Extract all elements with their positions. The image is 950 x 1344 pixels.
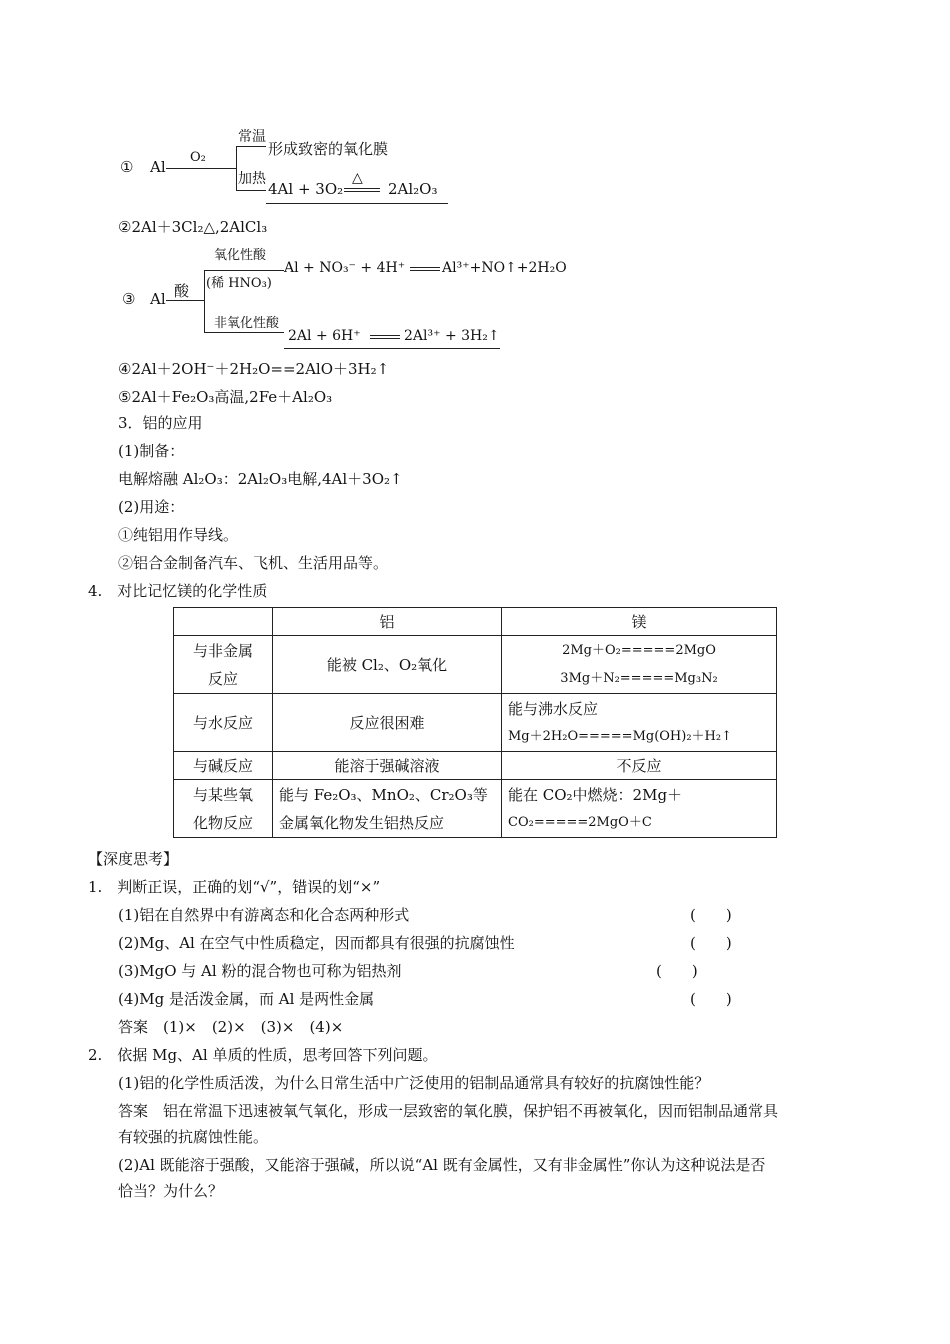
diagram3-arrow-line [166,300,204,301]
row4-label-a: 与某些氧 [192,785,253,804]
section-3-prep-title: (1)制备： [118,442,185,460]
q2-sub-1: (1)铝的化学性质活泼，为什么日常生活中广泛使用的铝制品通常具有较好的抗腐蚀性能？ [118,1074,710,1092]
think-title: 【深度思考】 [88,850,179,868]
section-3-use-2: ②铝合金制备汽车、飞机、生活用品等。 [118,554,389,572]
diagram1-eq-bar1 [344,188,380,189]
q2-sub-2b: 恰当？为什么？ [118,1182,224,1200]
diagram1-eq-left: 4Al + 3O₂ [268,180,344,198]
diagram3-eq-bottom-right: 2Al³⁺ + 3H₂↑ [404,328,500,344]
section-3-title: 3．铝的应用 [118,414,203,432]
row2-al: 反应很困难 [273,694,502,752]
diagram1-arrow-line [166,168,236,169]
q1-blank-2: ( ) [690,934,732,952]
diagram3-reagent: 酸 [174,282,190,300]
diagram3-eq-top-left: Al + NO₃⁻ + 4H⁺ [284,260,406,276]
diagram3-branch-bottom [204,332,284,333]
section-3-use-title: (2)用途： [118,498,185,516]
row4-mg-a: 能在 CO₂中燃烧：2Mg＋ [508,785,683,804]
row2-label: 与水反应 [174,694,273,752]
row1-label-b: 反应 [207,669,238,688]
diagram3-underline [284,348,500,349]
diagram1-eq-symbol: △ [352,170,363,186]
section-4-title: 4. 对比记忆镁的化学性质 [88,582,268,600]
section-3-prep-text: 电解熔融 Al₂O₃：2Al₂O₃电解,4Al＋3O₂↑ [118,470,403,488]
row1-mg-a: 2Mg＋O₂=====2MgO [562,642,716,658]
al-acid-diagram [118,244,588,354]
diagram1-eq-right: 2Al₂O₃ [388,180,438,198]
q1-item-2: (2)Mg、Al 在空气中性质稳定，因而都具有很强的抗腐蚀性 [118,934,515,952]
question-1-title: 1. 判断正误，正确的划“√”，错误的划“×” [88,878,381,896]
diagram3-eq-bottom-left: 2Al + 6H⁺ [288,328,361,344]
row1-mg-b: 3Mg＋N₂=====Mg₃N₂ [560,670,718,686]
q1-blank-3: ( ) [656,962,698,980]
row4-mg [502,780,777,838]
diagram1-reagent: O₂ [190,150,206,165]
diagram1-metal: Al [150,158,166,176]
row3-al: 能溶于强碱溶液 [273,752,502,780]
q1-item-4: (4)Mg 是活泼金属，而 Al 是两性金属 [118,990,375,1008]
diagram3-branch [204,270,205,332]
diagram3-eq-top-bar2 [410,270,440,271]
diagram1-branch [236,146,237,190]
diagram1-result-top: 形成致密的氧化膜 [268,140,389,158]
row4-al [273,780,502,838]
diagram1-cond-bottom: 加热 [238,171,266,187]
diagram3-index: ③ [122,290,136,308]
row4-mg-b: CO₂=====2MgO＋C [508,814,652,830]
comparison-table [173,607,777,838]
row3-label: 与碱反应 [174,752,273,780]
diagram3-eq-top-bar1 [410,267,440,268]
diagram3-cond-top: 氧化性酸 [214,248,267,263]
row2-mg [502,694,777,752]
table-row [174,780,777,838]
diagram3-eq-top-right: Al³⁺+NO↑+2H₂O [442,260,567,276]
diagram1-branch-bottom [236,190,266,191]
q2-sub-2a: (2)Al 既能溶于强酸，又能溶于强碱，所以说“Al 既有金属性，又有非金属性”你认为这种说法是否 [118,1156,766,1174]
q1-blank-4: ( ) [690,990,732,1008]
header-blank [174,608,273,636]
row2-mg-a: 能与沸水反应 [508,699,599,718]
diagram3-eq-bottom-bar1 [370,335,400,336]
q1-item-1: (1)铝在自然界中有游离态和化合态两种形式 [118,906,410,924]
reaction-line-2: ②2Al＋3Cl₂△,2AlCl₃ [118,218,268,236]
q1-blank-1: ( ) [690,906,732,924]
question-2-title: 2. 依据 Mg、Al 单质的性质，思考回答下列问题。 [88,1046,438,1064]
table-row [174,752,777,780]
row4-label-b: 化物反应 [192,813,253,832]
row4-label [174,780,273,838]
diagram1-index: ① [120,158,134,176]
section-3-use-1: ①纯铝用作导线。 [118,526,239,544]
q2-answer-1b: 有较强的抗腐蚀性能。 [118,1128,269,1146]
diagram1-cond-top: 常温 [238,129,266,145]
header-mg: 镁 [502,608,777,636]
table-row [174,636,777,694]
diagram3-cond-bottom: 非氧化性酸 [214,316,280,331]
al-oxygen-diagram [118,124,458,210]
reaction-line-5: ⑤2Al＋Fe₂O₃高温,2Fe＋Al₂O₃ [118,388,333,406]
diagram3-metal: Al [150,290,166,308]
row4-al-b: 金属氧化物发生铝热反应 [279,813,445,832]
diagram3-branch-top [204,270,284,271]
diagram1-eq-bar2 [344,191,380,192]
q1-item-3: (3)MgO 与 Al 粉的混合物也可称为铝热剂 [118,962,402,980]
row2-mg-b: Mg＋2H₂O=====Mg(OH)₂＋H₂↑ [508,728,732,744]
row1-label-a: 与非金属 [192,641,253,660]
row1-mg [502,636,777,694]
diagram1-underline [266,203,448,204]
diagram3-eq-bottom-bar2 [370,338,400,339]
header-al: 铝 [273,608,502,636]
q2-answer-1a: 答案 铝在常温下迅速被氧气氧化，形成一层致密的氧化膜，保护铝不再被氧化，因而铝制品通常具 [118,1102,779,1120]
row1-al: 能被 Cl₂、O₂氧化 [273,636,502,694]
row3-mg: 不反应 [502,752,777,780]
diagram1-branch-top [236,146,266,147]
row4-al-a: 能与 Fe₂O₃、MnO₂、Cr₂O₃等 [279,785,488,804]
table-row [174,694,777,752]
q1-answer: 答案 (1)× (2)× (3)× (4)× [118,1018,344,1036]
table-header-row [174,608,777,636]
reaction-line-4: ④2Al＋2OH⁻＋2H₂O==2AlO＋3H₂↑ [118,360,390,378]
row1-label [174,636,273,694]
diagram3-cond-top2: (稀 HNO₃) [206,276,272,291]
